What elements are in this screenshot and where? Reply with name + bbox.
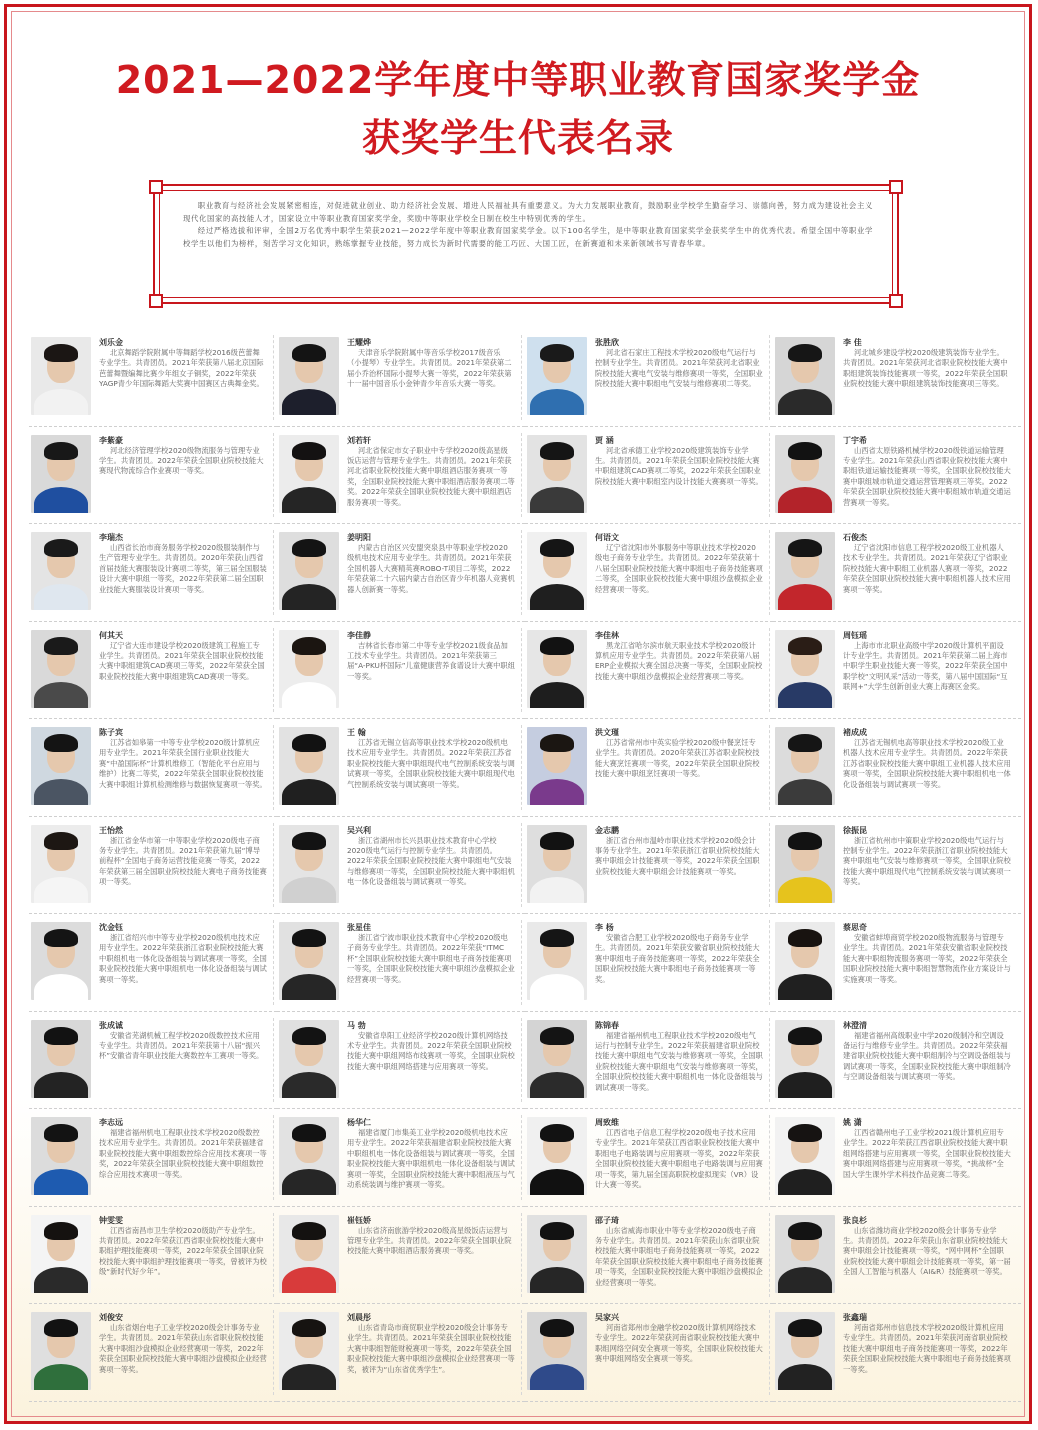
student-photo: [279, 1117, 339, 1195]
student-bio: 浙江省台州市温岭市职业技术学校2020级会计事务专业学生。2021年荣获浙江省职业院校技能大赛中职组会计技能赛项一等奖，2022年荣获全国职业院校技能大赛中职组会计技能赛项一等奖。: [595, 835, 760, 876]
student-photo: [527, 922, 587, 1000]
student-name: 马 勃: [347, 1020, 366, 1030]
student-card: [773, 329, 1021, 427]
portrait-hair: [292, 1124, 326, 1142]
student-card: [29, 817, 277, 915]
student-name: 李 杨: [595, 923, 614, 932]
student-photo: [775, 1215, 835, 1293]
student-card: [773, 914, 1021, 1012]
portrait-hair: [540, 832, 574, 850]
portrait-body: [282, 1072, 336, 1098]
portrait-hair: [540, 1027, 574, 1045]
student-card: [525, 524, 773, 622]
portrait-hair: [540, 929, 574, 947]
student-card: [29, 914, 277, 1012]
student-photo: [279, 1215, 339, 1293]
student-bio: 辽宁省沈阳市外事服务中等职业技术学校2020级电子商务专业学生。共青团员。2022年荣获第十八届全国职业院校技能大赛中职组电子商务技能赛项二等奖，全国职业院校技能大赛中职组沙盘模拟企业经营赛项一等奖。: [595, 543, 763, 594]
student-name: 徐振昆: [843, 825, 867, 835]
student-photo: [527, 825, 587, 903]
intro-box: [153, 184, 899, 304]
portrait-hair: [292, 637, 326, 655]
student-card: [29, 1012, 277, 1110]
student-bio: 山东省烟台电子工业学校2020级会计事务专业学生。共青团员。2021年荣获山东省职业院校技能大赛中职组沙盘模拟企业经营赛项一等奖，2022年荣获全国职业院校技能大赛中职组沙盘模拟企业经营赛项一等奖。: [99, 1323, 267, 1374]
student-photo: [527, 435, 587, 513]
portrait-body: [282, 779, 336, 805]
student-bio: 福建省福州机电工程职业技术学校2020级电气运行与控制专业学生。2022年荣获福建省职业院校技能大赛中职组电气安装与维修赛项一等奖，全国职业院校技能大赛中职组电气安装与维修赛项一等奖，全国职业院校技能大赛中职组机电一体化设备组装与调试赛项一等奖。: [595, 1030, 763, 1092]
portrait-body: [778, 974, 832, 1000]
portrait-hair: [540, 1124, 574, 1142]
student-bio: 山东省青岛市商贸职业学校2020级会计事务专业学生。共青团员。2021年荣获全国职业院校技能大赛中职组智能财税赛项一等奖，2022年荣获全国职业院校技能大赛中职组沙盘模拟企业经营赛项一等奖，被评为“山东省优秀学生”。: [347, 1323, 515, 1374]
student-name: 李 佳: [843, 338, 862, 347]
student-photo: [279, 435, 339, 513]
student-photo: [527, 1312, 587, 1390]
portrait-hair: [44, 1027, 78, 1045]
student-bio: 河北省保定市女子职业中专学校2020级高星级饭店运营与管理专业学生。共青团员。2021年荣获河北省职业院校技能大赛中职组酒店服务赛项一等奖，全国职业院校技能大赛中职组酒店服务赛项二等奖。2022年荣获全国职业院校技能大赛中职组酒店服务赛项一等奖。: [347, 445, 515, 507]
student-name: 金志鹏: [595, 825, 619, 835]
student-card: [525, 1109, 773, 1207]
student-photo: [279, 727, 339, 805]
student-bio: 山西省太原铁路机械学校2020级铁道运输管理专业学生。2021年荣获山西省职业院校技能大赛中职组铁道运输技能赛项一等奖，全国职业院校技能大赛中职组城市轨道交通运营管理赛项三等奖。2022年荣获全国职业院校技能大赛中职组城市轨道交通运营赛项一等奖。: [843, 445, 1011, 507]
student-bio: 山西省长治市商务服务学校2020级服装制作与生产管理专业学生。共青团员。2020年荣获山西省首届技能大赛服装设计赛项二等奖，第三届全国服装设计大赛中职组一等奖，2022年荣获第二届全国职业技能大赛服装设计赛项一等奖。: [99, 543, 267, 594]
student-card: [773, 524, 1021, 622]
student-name: 刘俊安: [99, 1313, 123, 1322]
student-bio: 山东省威海市职业中等专业学校2020级电子商务专业学生。共青团员。2021年荣获山东省职业院校技能大赛中职组电子商务技能赛项一等奖，2022年荣获全国职业院校技能大赛中职组电子商务技能赛项一等奖，全国职业院校技能大赛中职组沙盘模拟企业经营赛项一等奖。: [595, 1225, 763, 1287]
student-photo: [775, 1117, 835, 1195]
portrait-body: [530, 779, 584, 805]
portrait-hair: [292, 1027, 326, 1045]
student-card: [773, 1012, 1021, 1110]
student-name: 周致维: [595, 1118, 619, 1127]
portrait-hair: [292, 344, 326, 362]
student-photo: [279, 1020, 339, 1098]
student-card: [29, 329, 277, 427]
student-photo: [279, 630, 339, 708]
student-bio: 福建省福州高级职业中学2020级制冷和空调设备运行与维修专业学生。共青团员。2022年荣获福建省职业院校技能大赛中职组制冷与空调设备组装与调试赛项一等奖，全国职业院校技能大赛中职组制冷与空调设备组装与调试赛项一等奖。: [843, 1030, 1011, 1082]
portrait-hair: [788, 442, 822, 460]
portrait-body: [282, 1267, 336, 1293]
corner-ornament: [149, 294, 163, 308]
student-bio: 福建省厦门市集美工业学校2020级机电技术应用专业学生。2022年荣获福建省职业院校技能大赛中职组机电一体化设备组装与调试赛项一等奖，全国职业院校技能大赛中职组机电一体化设备组装与调试赛项一等奖，全国职业院校技能大赛中职组液压与气动系统装调与维护赛项一等奖。: [347, 1128, 515, 1190]
student-photo: [31, 1215, 91, 1293]
portrait-body: [530, 682, 584, 708]
page-title: 2021—2022学年度中等职业教育国家奖学金: [115, 58, 921, 102]
student-bio: 安徽省蚌埠商贸学校2020级物流服务与管理专业学生。共青团员。2021年荣获安徽省职业院校技能大赛中职组物流服务赛项一等奖，2022年荣获全国职业院校技能大赛中职组智慧物流作业方案设计与实施赛项一等奖。: [843, 933, 1011, 984]
student-name: 刘若轩: [347, 435, 371, 445]
student-bio: 河北省石家庄工程技术学校2020级电气运行与控制专业学生。共青团员。2021年荣获河北省职业院校技能大赛电气安装与维修赛项一等奖，全国职业院校技能大赛中职组电气安装与维修赛项二等奖。: [595, 348, 763, 389]
student-name: 蔡思奇: [843, 923, 867, 932]
portrait-hair: [540, 1319, 574, 1337]
portrait-body: [282, 1364, 336, 1390]
portrait-hair: [44, 1319, 78, 1337]
student-card: [525, 719, 773, 817]
student-card: [277, 817, 525, 915]
portrait-body: [778, 487, 832, 513]
student-photo: [775, 727, 835, 805]
student-photo: [279, 922, 339, 1000]
student-card: [29, 622, 277, 720]
student-card: [277, 329, 525, 427]
student-name: 何其天: [99, 630, 123, 640]
portrait-body: [778, 682, 832, 708]
portrait-hair: [44, 1222, 78, 1240]
student-name: 姜明阳: [347, 533, 371, 542]
portrait-hair: [788, 832, 822, 850]
student-photo: [31, 630, 91, 708]
student-name: 石俊杰: [843, 533, 867, 542]
portrait-hair: [788, 637, 822, 655]
portrait-body: [282, 487, 336, 513]
student-bio: 河南省郑州市信息技术学校2020级计算机应用专业学生。共青团员。2021年荣获河南省职业院校技能大赛中职组电子商务技能赛项一等奖，2022年荣获全国职业院校技能大赛中职组电子商务技能赛项一等奖。: [843, 1323, 1011, 1374]
student-bio: 江西省南昌市卫生学校2020级助产专业学生。共青团员。2022年荣获江西省职业院校技能大赛中职组护理技能赛项一等奖，2022年荣获全国职业院校技能大赛中职组护理技能赛项一等奖，曾被评为校级“新时代好少年”。: [99, 1225, 267, 1277]
student-name: 褚成成: [843, 728, 867, 737]
portrait-body: [34, 487, 88, 513]
portrait-hair: [44, 344, 78, 362]
student-bio: 浙江省绍兴市中等专业学校2020级机电技术应用专业学生。2022年荣获浙江省职业院校技能大赛中职组机电一体化设备组装与调试赛项一等奖，全国职业院校技能大赛中职组机电一体化设备组装与调试赛项一等奖。: [99, 933, 267, 984]
student-bio: 浙江省金华市第一中等职业学校2020级电子商务专业学生。共青团员。2021年荣获第九届“博导前程杯”全国电子商务运营技能竞赛一等奖，2022年荣获第三届全国职业院校技能大赛电子商务技能赛项一等奖。: [99, 835, 267, 887]
portrait-hair: [44, 539, 78, 557]
student-name: 李志远: [99, 1118, 123, 1127]
student-name: 吴家兴: [595, 1313, 619, 1322]
portrait-body: [530, 1267, 584, 1293]
student-name: 张星佳: [347, 923, 371, 932]
portrait-body: [530, 877, 584, 903]
student-card: [277, 1012, 525, 1110]
student-bio: 内蒙古自治区兴安盟突泉县中等职业学校2020级机电技术应用专业学生。共青团员。2021年荣获全国机器人大赛精英赛ROBO-T项目二等奖，2022年荣获第二十六届内蒙古自治区青少年机器人竞赛机器人创新赛一等奖。: [347, 543, 515, 594]
portrait-body: [34, 682, 88, 708]
portrait-hair: [292, 734, 326, 752]
portrait-body: [778, 389, 832, 415]
student-photo: [775, 922, 835, 1000]
student-card: [525, 817, 773, 915]
student-bio: 北京舞蹈学院附属中等舞蹈学校2016级芭蕾舞专业学生。共青团员。2021年荣获第八届北京国际芭蕾舞暨编舞比赛少年组女子铜奖，2022年荣获YAGP青少年国际舞蹈大奖赛中国赛区古典舞金奖。: [99, 348, 264, 389]
student-photo: [527, 1215, 587, 1293]
student-bio: 吉林省长春市第二中等专业学校2021级食品加工技术专业学生。共青团员。2021年荣获第三届“A-PKU杯国际”儿童健康营养食谱设计大赛中职组一等奖。: [347, 640, 515, 681]
student-photo: [527, 1117, 587, 1195]
student-card: [29, 524, 277, 622]
portrait-hair: [540, 637, 574, 655]
page-subtitle: 获奖学生代表名录: [361, 116, 674, 160]
portrait-hair: [292, 832, 326, 850]
portrait-body: [778, 1169, 832, 1195]
portrait-hair: [540, 1222, 574, 1240]
portrait-body: [34, 877, 88, 903]
portrait-hair: [540, 734, 574, 752]
student-photo: [775, 825, 835, 903]
portrait-hair: [44, 1124, 78, 1142]
student-photo: [527, 532, 587, 610]
student-card: [773, 1304, 1021, 1402]
student-name: 王怡然: [99, 825, 123, 835]
student-photo: [31, 727, 91, 805]
student-bio: 江西省赣州电子工业学校2021级计算机应用专业学生。2022年荣获江西省职业院校技能大赛中职组网络搭建与应用赛项一等奖，全国职业院校技能大赛中职组网络搭建与应用赛项一等奖，“挑战杯”全国大学生课外学术科技作品竞赛二等奖。: [843, 1128, 1011, 1179]
student-bio: 浙江省杭州市中策职业学校2020级电气运行与控制专业学生。2022年荣获浙江省职业院校技能大赛中职组电气安装与维修赛项一等奖，全国职业院校技能大赛中职组现代电气控制系统安装与调试赛项一等奖。: [843, 835, 1011, 887]
student-name: 李紫豪: [99, 435, 123, 445]
student-card: [525, 1207, 773, 1305]
student-name: 丁宇希: [843, 435, 867, 445]
student-name: 钟雯雯: [99, 1215, 123, 1225]
student-bio: 河北省承德工业学校2020级建筑装饰专业学生。共青团员。2021年荣获全国职业院校技能大赛中职组建筑CAD赛项二等奖，2022年荣获全国职业院校技能大赛中职组室内设计技能大赛赛项一等奖。: [595, 445, 763, 486]
portrait-body: [34, 779, 88, 805]
student-name: 刘乐金: [99, 338, 123, 347]
portrait-body: [778, 1072, 832, 1098]
student-bio: 江苏省常州市中英实验学校2020级中餐烹饪专业学生。共青团员。2020年荣获江苏省职业院校技能大赛烹饪赛项一等奖，2022年荣获全国职业院校技能大赛中职组烹饪赛项一等奖。: [595, 738, 760, 779]
portrait-body: [530, 487, 584, 513]
portrait-body: [778, 779, 832, 805]
student-card: [277, 914, 525, 1012]
student-bio: 福建省福州机电工程职业技术学校2020级数控技术应用专业学生。共青团员。2021年荣获福建省职业院校技能大赛中职组数控综合应用技术赛项一等奖，2022年荣获全国职业院校技能大赛中职组数控综合应用技术赛项一等奖。: [99, 1128, 267, 1179]
student-name: 陈锦春: [595, 1020, 619, 1030]
student-photo: [527, 1020, 587, 1098]
student-bio: 山东省济南旅游学校2020级高星级饭店运营与管理专业学生。共青团员。2022年荣获全国职业院校技能大赛中职组酒店服务赛项一等奖。: [347, 1225, 512, 1256]
student-name: 刘晨彤: [347, 1313, 371, 1322]
student-name: 姚 潇: [843, 1118, 862, 1127]
portrait-hair: [788, 734, 822, 752]
portrait-hair: [292, 929, 326, 947]
intro-paragraph: 经过严格选拔和评审，全国2万名优秀中职学生荣获2021—2022学年度中等职业教育国家奖学金。以下100名学生，是中等职业教育国家奖学金获奖学生中的优秀代表。希望全国中等职业学校学生以他们为榜样，刻苦学习文化知识，熟练掌握专业技能，努力成长为新时代需要的能工巧匠、大国工匠，在新赛道和未来新领域书写青春华章。: [183, 226, 873, 248]
student-bio: 河南省郑州市金融学校2020级计算机网络技术专业学生。2022年荣获河南省职业院校技能大赛中职组网络空间安全赛项一等奖，全国职业院校技能大赛中职组网络安全赛项一等奖。: [595, 1323, 763, 1364]
portrait-hair: [540, 344, 574, 362]
portrait-body: [530, 1364, 584, 1390]
student-bio: 辽宁省大连市建设学校2020级建筑工程施工专业学生。共青团员。2021年荣获全国职业院校技能大赛中职组建筑CAD赛项三等奖，2022年荣获全国职业院校技能大赛中职组建筑CAD赛项一等奖。: [99, 640, 265, 681]
portrait-body: [530, 974, 584, 1000]
portrait-hair: [788, 539, 822, 557]
student-photo: [31, 532, 91, 610]
portrait-hair: [44, 832, 78, 850]
corner-ornament: [149, 180, 163, 194]
portrait-body: [778, 584, 832, 610]
student-name: 沈金钰: [99, 923, 123, 932]
student-name: 洪文瑾: [595, 728, 619, 737]
student-name: 李佳林: [595, 630, 619, 640]
student-photo: [31, 825, 91, 903]
portrait-body: [34, 1364, 88, 1390]
portrait-hair: [788, 1222, 822, 1240]
student-card: [525, 1012, 773, 1110]
student-card: [773, 622, 1021, 720]
student-photo: [527, 727, 587, 805]
student-name: 周钰瑶: [843, 630, 867, 640]
portrait-hair: [44, 442, 78, 460]
portrait-body: [282, 1169, 336, 1195]
portrait-hair: [292, 1222, 326, 1240]
portrait-body: [34, 1267, 88, 1293]
student-photo: [31, 1020, 91, 1098]
student-photo: [31, 1117, 91, 1195]
student-card: [525, 622, 773, 720]
student-grid: [29, 329, 1021, 1402]
portrait-hair: [540, 442, 574, 460]
portrait-body: [34, 1072, 88, 1098]
student-photo: [775, 435, 835, 513]
portrait-body: [282, 974, 336, 1000]
student-card: [773, 1109, 1021, 1207]
student-card: [277, 1304, 525, 1402]
student-card: [277, 427, 525, 525]
portrait-body: [530, 584, 584, 610]
intro-text: [183, 200, 873, 250]
student-bio: 江苏省无锡立信高等职业技术学校2020级机电技术应用专业学生。共青团员。2022年荣获江苏省职业院校技能大赛中职组现代电气控制系统安装与调试赛项一等奖，全国职业院校技能大赛中职组现代电气控制系统安装与调试赛项一等奖。: [347, 738, 515, 789]
student-bio: 江苏省如皋第一中等专业学校2020级计算机应用专业学生。2021年荣获全国行业职业技能大赛“中盈国际杯”计算机维修工（智能化平台应用与维护）比赛二等奖，2022年荣获全国职业院校技能大赛中职组计算机检测维修与数据恢复赛项一等奖。: [99, 738, 267, 789]
portrait-hair: [44, 637, 78, 655]
portrait-body: [34, 389, 88, 415]
student-card: [773, 427, 1021, 525]
portrait-body: [778, 877, 832, 903]
student-card: [277, 719, 525, 817]
portrait-body: [530, 389, 584, 415]
student-name: 邵子琦: [595, 1215, 619, 1225]
student-photo: [775, 337, 835, 415]
portrait-body: [34, 584, 88, 610]
student-photo: [31, 435, 91, 513]
student-photo: [775, 532, 835, 610]
portrait-hair: [44, 929, 78, 947]
portrait-hair: [788, 929, 822, 947]
portrait-body: [282, 389, 336, 415]
portrait-hair: [292, 442, 326, 460]
student-bio: 山东省潍坊商业学校2020级会计事务专业学生。共青团员。2022年荣获山东省职业院校技能大赛中职组会计技能赛项一等奖，“网中网杯”全国职业院校技能大赛中职组会计技能赛项一等奖，第一届全国人工智能与机器人（AI&R）技能赛项一等奖。: [843, 1225, 1011, 1277]
student-bio: 安徽省合肥工业学校2020级电子商务专业学生。共青团员。2021年荣获安徽省职业院校技能大赛中职组电子商务技能赛项一等奖，2022年荣获全国职业院校技能大赛中职组电子商务技能赛项一等奖。: [595, 933, 760, 984]
portrait-hair: [44, 734, 78, 752]
student-bio: 江西省电子信息工程学校2020级电子技术应用专业学生。2021年荣获江西省职业院校技能大赛中职组电子电路装调与应用赛项一等奖，2022年荣获全国职业院校技能大赛中职组电子电路装调与应用赛项一等奖，第九届全国高职院校虚拟现实（VR）设计大赛一等奖。: [595, 1128, 763, 1190]
student-bio: 天津音乐学院附属中等音乐学校2017级音乐（小提琴）专业学生。共青团员。2021年荣获第二届小乔治杯国际小提琴大赛一等奖，2022年荣获第十一届中国音乐小金钟青少年音乐大赛一等奖。: [347, 348, 512, 389]
corner-ornament: [889, 294, 903, 308]
student-card: [29, 719, 277, 817]
student-bio: 江苏省无锡机电高等职业技术学校2020级工业机器人技术应用专业学生。共青团员。2022年荣获江苏省职业院校技能大赛中职组工业机器人技术应用赛项一等奖，全国职业院校技能大赛中职组机电一体化设备组装与调试赛项一等奖。: [843, 738, 1011, 789]
portrait-hair: [540, 539, 574, 557]
student-bio: 浙江省湖州市长兴县职业技术教育中心学校2020级电气运行与控制专业学生。共青团员。2022年荣获全国职业院校技能大赛中职组电气安装与维修赛项一等奖，全国职业院校技能大赛中职组机电一体化设备组装与调试赛项一等奖。: [347, 835, 515, 887]
student-photo: [279, 825, 339, 903]
portrait-hair: [292, 539, 326, 557]
student-photo: [279, 532, 339, 610]
portrait-hair: [788, 1124, 822, 1142]
student-card: [773, 1207, 1021, 1305]
intro-paragraph: 职业教育与经济社会发展紧密相连，对促进就业创业、助力经济社会发展、增进人民福祉具有重要意义。为大力发展职业教育，鼓励职业学校学生勤奋学习、崇德向善，努力成为建设社会主义现代化国家的高技能人才，国家设立中等职业教育国家奖学金，奖励中等职业学校全日制在校生中特别优秀的学生。: [183, 201, 873, 223]
student-photo: [775, 1312, 835, 1390]
student-name: 杨华仁: [347, 1118, 371, 1127]
portrait-body: [282, 877, 336, 903]
student-card: [29, 1304, 277, 1402]
student-bio: 黑龙江省哈尔滨市航天职业技术学校2020级计算机应用专业学生。共青团员。2022年荣获第八届ERP企业模拟大赛全国总决赛一等奖，全国职业院校技能大赛中职组沙盘模拟企业经营赛项二等奖。: [595, 640, 763, 681]
student-photo: [31, 1312, 91, 1390]
student-card: [277, 524, 525, 622]
portrait-body: [778, 1364, 832, 1390]
student-card: [277, 622, 525, 720]
student-card: [29, 1207, 277, 1305]
portrait-body: [530, 1072, 584, 1098]
portrait-hair: [292, 1319, 326, 1337]
portrait-body: [530, 1169, 584, 1195]
student-name: 张鑫瑞: [843, 1313, 867, 1322]
student-bio: 安徽省芜湖机械工程学校2020级数控技术应用专业学生。共青团员。2021年荣获第十八届“振兴杯”安徽省青年职业技能大赛数控车工赛项一等奖。: [99, 1030, 264, 1061]
corner-ornament: [889, 180, 903, 194]
student-bio: 河北城乡建设学校2020级建筑装饰专业学生。共青团员。2021年荣获河北省职业院校技能大赛中职组建筑装饰技能赛项一等奖，2022年荣获全国职业院校技能大赛中职组建筑装饰技能赛项三等奖。: [843, 348, 1008, 389]
student-name: 吴兴利: [347, 825, 371, 835]
student-card: [525, 427, 773, 525]
portrait-hair: [788, 1027, 822, 1045]
student-name: 张胜欣: [595, 338, 619, 347]
student-card: [773, 719, 1021, 817]
portrait-hair: [788, 344, 822, 362]
student-card: [29, 1109, 277, 1207]
student-card: [29, 427, 277, 525]
student-name: 陈子宾: [99, 728, 123, 737]
student-card: [525, 1304, 773, 1402]
student-bio: 浙江省宁波市职业技术教育中心学校2020级电子商务专业学生。共青团员。2022年荣获“ITMC杯”全国职业院校技能大赛中职组电子商务技能赛项一等奖，全国职业院校技能大赛中职组沙盘模拟企业经营赛项一等奖。: [347, 933, 515, 984]
student-card: [773, 817, 1021, 915]
student-name: 崔钰娇: [347, 1215, 371, 1225]
student-card: [525, 914, 773, 1012]
student-name: 何语文: [595, 533, 619, 542]
student-name: 张成诚: [99, 1020, 123, 1030]
student-photo: [527, 337, 587, 415]
student-name: 王 翰: [347, 728, 366, 737]
student-photo: [31, 337, 91, 415]
document-page: [4, 4, 1032, 1424]
student-photo: [527, 630, 587, 708]
student-name: 林澄清: [843, 1020, 867, 1030]
portrait-body: [282, 584, 336, 610]
student-bio: 安徽省阜阳工业经济学校2020级计算机网络技术专业学生。共青团员。2022年荣获全国职业院校技能大赛中职组网络布线赛项一等奖，全国职业院校技能大赛中职组网络搭建与应用赛项一等奖。: [347, 1030, 515, 1071]
student-card: [525, 329, 773, 427]
student-photo: [279, 1312, 339, 1390]
student-card: [277, 1109, 525, 1207]
portrait-body: [34, 1169, 88, 1195]
portrait-body: [34, 974, 88, 1000]
student-name: 张良杉: [843, 1215, 867, 1225]
student-photo: [775, 630, 835, 708]
student-photo: [31, 922, 91, 1000]
student-name: 贾 涵: [595, 435, 614, 445]
student-bio: 河北经济管理学校2020级物流服务与管理专业学生。共青团员。2022年荣获全国职业院校技能大赛现代物流综合作业赛项一等奖。: [99, 445, 264, 476]
student-name: 王耀烨: [347, 338, 371, 347]
student-bio: 上海市市北职业高级中学2020级计算机平面设计专业学生。共青团员。2021年荣获第二届上海市中职学生职业技能大赛一等奖，2022年荣获全国中职学校“文明风采”活动一等奖，第八届中国国际“互联网+”大学生创新创业大赛上海赛区金奖。: [843, 640, 1008, 692]
student-photo: [775, 1020, 835, 1098]
student-card: [277, 1207, 525, 1305]
portrait-hair: [788, 1319, 822, 1337]
student-name: 李瑞杰: [99, 533, 123, 542]
student-photo: [279, 337, 339, 415]
portrait-body: [282, 682, 336, 708]
portrait-body: [778, 1267, 832, 1293]
student-name: 李佳静: [347, 630, 371, 640]
student-bio: 辽宁省沈阳市信息工程学校2020级工业机器人技术专业学生。共青团员。2021年荣获辽宁省职业院校技能大赛中职组工业机器人赛项一等奖，2022年荣获全国职业院校技能大赛中职组机器人技术应用赛项一等奖。: [843, 543, 1011, 594]
